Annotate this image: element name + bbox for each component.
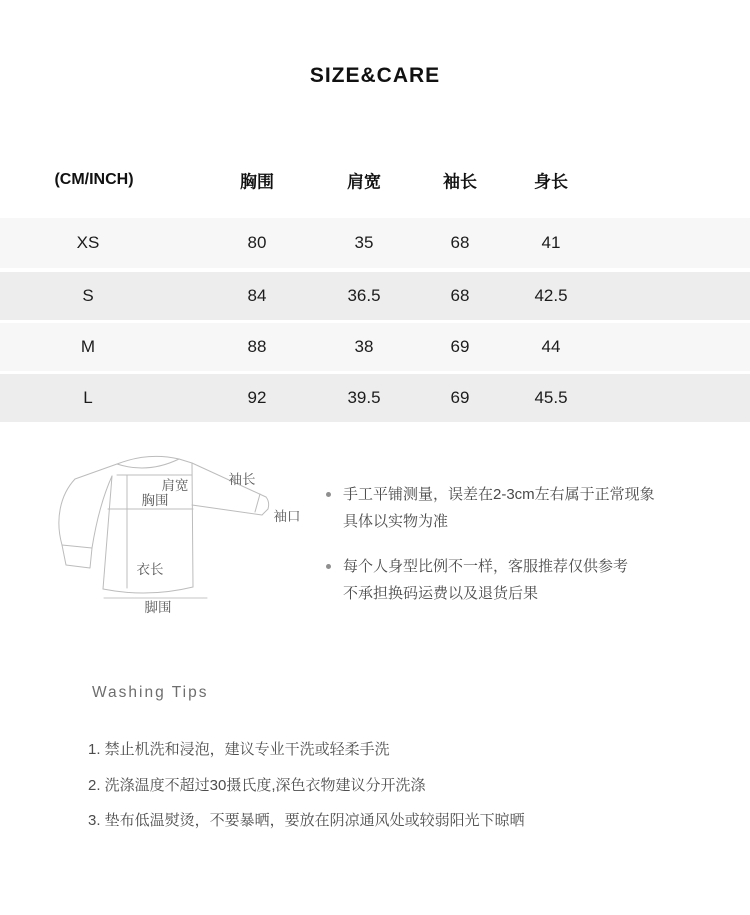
value-shoulder: 36.5 xyxy=(347,286,381,305)
value-body-length: 45.5 xyxy=(534,388,568,407)
note-line: 具体以实物为准 xyxy=(343,513,449,530)
table-row-s xyxy=(0,272,750,320)
value-body-length: 42.5 xyxy=(534,286,568,305)
value-shoulder: 35 xyxy=(354,233,374,252)
note-line: 每个人身型比例不一样，客服推荐仅供参考 xyxy=(343,558,629,575)
header-chest: 胸围 xyxy=(240,172,274,192)
header-unit-label: (CM/INCH) xyxy=(54,171,134,188)
size-table-header xyxy=(0,160,750,200)
value-sleeve: 69 xyxy=(450,388,470,407)
value-chest: 84 xyxy=(247,286,267,305)
table-row-xs xyxy=(0,218,750,268)
shoulder-width-label: 肩宽 xyxy=(161,478,189,493)
garment-diagram xyxy=(55,448,320,628)
sleeve-length-label: 袖长 xyxy=(228,472,256,487)
cuff-label: 袖口 xyxy=(273,509,301,524)
table-row-l xyxy=(0,374,750,422)
value-shoulder: 38 xyxy=(354,337,374,356)
page-title: SIZE&CARE xyxy=(309,64,441,87)
value-chest: 88 xyxy=(247,337,267,356)
note-line: 手工平铺测量，误差在2-3cm左右属于正常现象 xyxy=(343,486,655,503)
hem-label: 脚围 xyxy=(144,600,172,615)
size-label: L xyxy=(83,388,93,407)
size-label: S xyxy=(82,286,94,305)
bullet-icon xyxy=(326,492,331,497)
value-shoulder: 39.5 xyxy=(347,388,381,407)
washing-tips-heading: Washing Tips xyxy=(92,684,209,701)
bullet-icon xyxy=(326,564,331,569)
value-chest: 80 xyxy=(247,233,267,252)
value-sleeve: 68 xyxy=(450,233,470,252)
value-body-length: 41 xyxy=(541,233,561,252)
header-shoulder: 肩宽 xyxy=(347,172,381,192)
note-line: 不承担换码运费以及退货后果 xyxy=(343,585,539,602)
washing-tip-3: 3. 垫布低温熨烫，不要暴晒，要放在阴凉通风处或较弱阳光下晾晒 xyxy=(88,812,525,829)
measurement-note-2 xyxy=(325,553,735,607)
header-sleeve: 袖长 xyxy=(443,172,477,192)
washing-tip-2: 2. 洗涤温度不超过30摄氏度,深色衣物建议分开洗涤 xyxy=(88,777,426,794)
value-chest: 92 xyxy=(247,388,267,407)
size-label: XS xyxy=(76,233,100,252)
value-sleeve: 69 xyxy=(450,337,470,356)
value-body-length: 44 xyxy=(541,337,561,356)
measurement-note-1 xyxy=(325,481,735,535)
header-body-length: 身长 xyxy=(534,172,568,192)
body-length-label: 衣长 xyxy=(136,562,164,577)
value-sleeve: 68 xyxy=(450,286,470,305)
table-row-m xyxy=(0,323,750,371)
washing-tip-1: 1. 禁止机洗和浸泡，建议专业干洗或轻柔手洗 xyxy=(88,741,390,758)
size-label: M xyxy=(80,337,96,356)
chest-label: 胸围 xyxy=(141,493,169,508)
garment-sketch-icon xyxy=(55,448,320,628)
